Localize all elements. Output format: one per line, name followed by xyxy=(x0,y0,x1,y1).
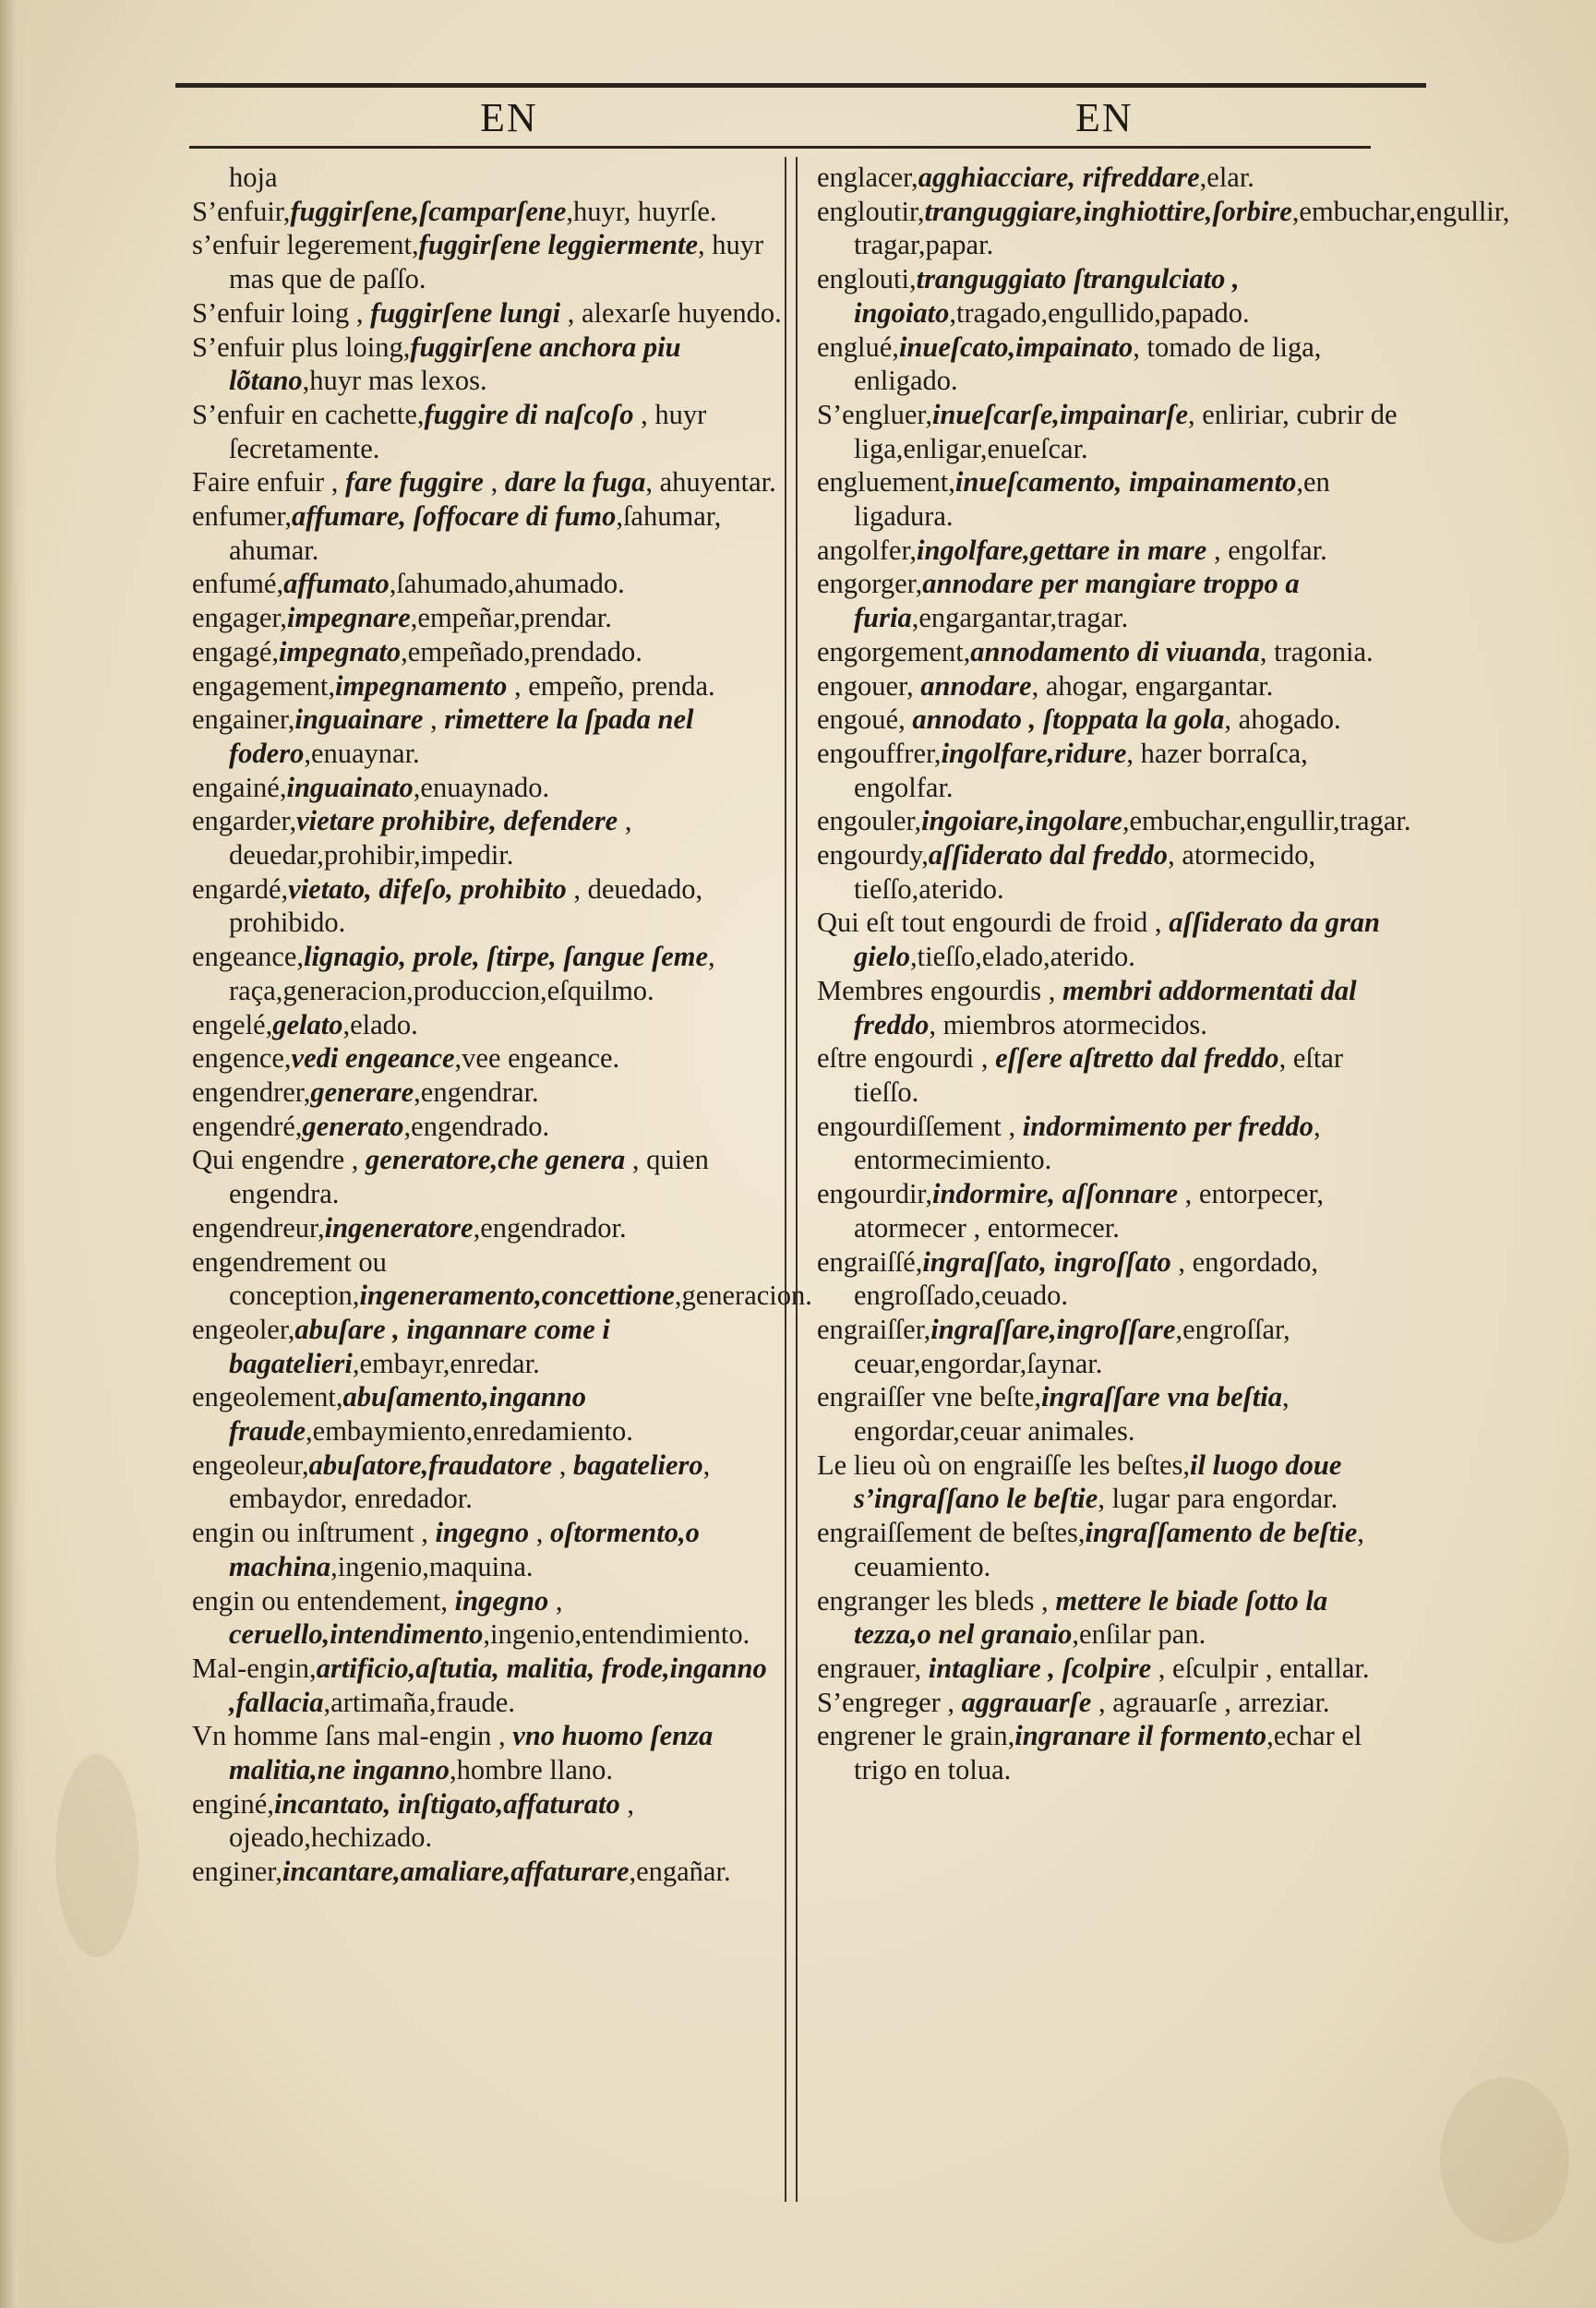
dictionary-entry xyxy=(192,940,787,1007)
italian-translation: ingraſſare,ingroſſare xyxy=(930,1313,1176,1345)
italian-translation: vietare prohibire, defendere xyxy=(296,805,618,837)
entry-text: S’enfuir en cachette, xyxy=(192,398,425,430)
entry-text: engence, xyxy=(192,1042,292,1075)
entry-text: ,ingenio,entendimiento. xyxy=(483,1618,750,1651)
entry-text: , ceuamiento. xyxy=(854,1517,1364,1582)
dictionary-entry xyxy=(192,1313,787,1380)
entry-text: ,engañar. xyxy=(629,1856,731,1888)
entry-text: ,ingenio,maquina. xyxy=(330,1550,534,1582)
entry-text: ,ſahumado,ahumado. xyxy=(389,568,625,600)
entry-text: angolfer, xyxy=(817,534,918,566)
entry-text: engourdy, xyxy=(817,839,929,872)
dictionary-entry xyxy=(192,1652,787,1719)
entry-text: ,engroſſar, ceuar,engordar,ſaynar. xyxy=(854,1313,1290,1379)
entry-text: eſtre engourdi , xyxy=(817,1042,996,1075)
left-column xyxy=(192,161,812,1889)
dictionary-entry xyxy=(192,669,787,703)
entry-text: , xyxy=(423,703,445,736)
dictionary-entry xyxy=(192,1211,787,1245)
italian-translation: annodare xyxy=(920,669,1032,702)
italian-translation: il luogo doue s’ingraſſano le beſtie xyxy=(854,1449,1342,1515)
entry-text: Qui eſt tout engourdi de froid , xyxy=(817,907,1170,939)
entry-text: engranger les bleds , xyxy=(817,1584,1056,1617)
dictionary-entry xyxy=(192,1719,787,1786)
entry-text: engrauer, xyxy=(817,1652,929,1684)
dictionary-entry xyxy=(192,1110,787,1144)
entry-text: , huyr ſecretamente. xyxy=(229,398,707,464)
entry-text: engouffrer, xyxy=(817,737,942,769)
entry-text: Le lieu où on engraiſſe les beſtes, xyxy=(817,1449,1190,1481)
entry-text: , quien engendra. xyxy=(229,1144,709,1210)
dictionary-entry xyxy=(192,331,787,398)
entry-text: engagement, xyxy=(192,669,335,702)
dictionary-entry xyxy=(192,1245,812,1313)
entry-text: engloutir, xyxy=(817,195,925,227)
dictionary-entry xyxy=(192,465,787,499)
entry-text: ,en ligadura. xyxy=(854,466,1330,533)
entry-text: ,huyr mas lexos. xyxy=(302,365,487,397)
entry-text: engouer, xyxy=(817,669,921,702)
italian-translation: artificio,aſtutia, malitia, frode,inganno ,fallacia xyxy=(229,1652,767,1718)
italian-translation: annodare per mangiare troppo a furia xyxy=(854,568,1300,634)
dictionary-entry xyxy=(817,1652,1408,1686)
dictionary-entry xyxy=(192,161,787,195)
entry-text: ,embuchar,engullir, tragar,papar. xyxy=(854,195,1510,261)
dictionary-entry xyxy=(817,195,1510,262)
dictionary-entry xyxy=(817,669,1408,703)
italian-translation: ingolfare,gettare in mare xyxy=(917,534,1207,566)
entry-text: engraiſſer vne beſte, xyxy=(817,1381,1042,1413)
entry-text: S’engluer, xyxy=(817,398,932,430)
entry-text: , hazer borraſca, engolfar. xyxy=(854,737,1308,803)
entry-text: englué, xyxy=(817,331,899,363)
entry-text: ,enſilar pan. xyxy=(1072,1618,1206,1651)
entry-text: engin ou inſtrument , xyxy=(192,1517,436,1549)
italian-translation: incantato, inſtigato,affaturato xyxy=(273,1787,620,1820)
italian-translation: ingeneramento,concettione xyxy=(359,1280,675,1312)
italian-translation: membri addormentati dal freddo xyxy=(854,974,1357,1040)
entry-text: enginer, xyxy=(192,1856,282,1888)
entry-text: , eſculpir , entallar. xyxy=(1151,1652,1370,1684)
italian-translation: generatore,che genera xyxy=(366,1144,626,1176)
entry-text: ,engendrado. xyxy=(403,1110,550,1142)
entry-text: , entormecimiento. xyxy=(854,1110,1321,1176)
dictionary-entry xyxy=(817,1177,1408,1244)
italian-translation: aſſiderato da gran gielo xyxy=(854,907,1380,973)
dictionary-entry xyxy=(192,635,787,669)
entry-text: , ahogado. xyxy=(1224,703,1341,736)
dictionary-entry xyxy=(817,838,1408,906)
italian-translation: ceruello,intendimento xyxy=(229,1618,484,1651)
entry-text: , ahogar, engargantar. xyxy=(1031,669,1274,702)
entry-text: , embaydor, enredador. xyxy=(229,1449,711,1515)
entry-text: , deuedar,prohibir,impedir. xyxy=(229,805,632,872)
entry-text: ,engargantar,tragar. xyxy=(911,602,1129,634)
entry-text: , empeño, prenda. xyxy=(507,669,715,702)
dictionary-entry xyxy=(817,161,1408,195)
entry-text: engourdir, xyxy=(817,1178,932,1210)
entry-text: , huyr mas que de paſſo. xyxy=(229,229,764,295)
right-column xyxy=(817,161,1510,1787)
dictionary-entry xyxy=(192,1008,787,1042)
dictionary-entry xyxy=(192,228,787,295)
italian-translation: agghiacciare, rifreddare xyxy=(918,162,1200,193)
entry-text: S’enfuir loing , xyxy=(192,296,371,329)
italian-translation: impegnamento xyxy=(334,669,508,702)
entry-text: S’engreger , xyxy=(817,1686,962,1718)
dictionary-entry xyxy=(817,1041,1408,1109)
italian-translation: vno huomo ſenza malitia,ne inganno xyxy=(229,1720,714,1786)
entry-text: engelé, xyxy=(192,1008,273,1040)
dictionary-entry xyxy=(817,1449,1408,1516)
dictionary-entry xyxy=(192,1449,787,1516)
italian-translation: impegnare xyxy=(286,602,411,634)
dictionary-entry xyxy=(192,567,787,601)
dictionary-entry xyxy=(192,195,787,229)
italian-translation: inueſcarſe,impainarſe xyxy=(931,398,1189,430)
italian-translation: annodato , ſtoppata la gola xyxy=(912,703,1225,736)
italian-translation: dare la fuga xyxy=(504,466,646,499)
italian-translation: ingraſſato, ingroſſato xyxy=(922,1245,1171,1278)
entry-text: engeoler, xyxy=(192,1313,295,1345)
entry-text: , tomado de liga, enligado. xyxy=(854,331,1322,397)
entry-text: engardé, xyxy=(192,872,289,905)
entry-text: engeoleur, xyxy=(192,1449,309,1481)
entry-text: engluement, xyxy=(817,466,955,499)
italian-translation: inueſcamento, impainamento xyxy=(954,466,1297,499)
dictionary-entry xyxy=(817,262,1408,330)
dictionary-entry xyxy=(817,737,1408,804)
entry-text: engainer, xyxy=(192,703,295,736)
dictionary-entry xyxy=(192,499,787,567)
entry-text: ,enuaynar. xyxy=(304,737,420,769)
entry-text: ,echar el trigo en tolua. xyxy=(854,1720,1362,1786)
entry-text: , enliriar, cubrir de liga,enligar,enueſcar. xyxy=(854,398,1398,464)
entry-text: engainé, xyxy=(192,771,287,803)
entry-text: , eſtar tieſſo. xyxy=(854,1042,1343,1108)
entry-text: ,empeñado,prendado. xyxy=(401,635,642,667)
italian-translation: affumare, ſoffocare di fumo xyxy=(292,500,617,533)
entry-text: , lugar para engordar. xyxy=(1098,1483,1338,1515)
entry-text: engraiſſé, xyxy=(817,1245,923,1278)
dictionary-entry xyxy=(817,804,1411,838)
dictionary-entry xyxy=(192,771,787,805)
dictionary-entry xyxy=(817,1245,1408,1313)
italian-translation: bagateliero xyxy=(573,1449,703,1481)
italian-translation: abuſamento,inganno fraude xyxy=(229,1381,587,1448)
italian-translation: generato xyxy=(302,1110,404,1142)
entry-text: engorger, xyxy=(817,568,923,600)
dictionary-entry xyxy=(192,1516,787,1583)
entry-text: engeolement, xyxy=(192,1381,343,1413)
italian-translation: rimettere la ſpada nel fodero xyxy=(229,703,694,769)
dictionary-entry xyxy=(817,398,1408,465)
italian-translation: ingranare il formento xyxy=(1014,1720,1267,1752)
entry-text: ,embaymiento,enredamiento. xyxy=(306,1415,633,1448)
entry-text: Vn homme ſans mal-engin , xyxy=(192,1720,513,1752)
italian-translation: incantare,amaliare,affaturare xyxy=(282,1856,630,1888)
header-rule xyxy=(189,146,1371,149)
italian-translation: annodamento di viuanda xyxy=(970,635,1260,667)
dictionary-entry xyxy=(192,872,787,940)
page-binding-edge xyxy=(0,0,28,2308)
entry-text: engagé, xyxy=(192,635,279,667)
dictionary-entry xyxy=(817,1380,1408,1448)
entry-text: ,artimaña,fraude. xyxy=(323,1686,515,1718)
entry-text: engin ou entendement, xyxy=(192,1584,455,1617)
entry-text: Faire enfuir , xyxy=(192,466,345,499)
italian-translation: abuſatore,fraudatore xyxy=(308,1449,553,1481)
dictionary-entry xyxy=(192,1143,787,1210)
italian-translation: aggrauarſe xyxy=(961,1686,1092,1718)
dictionary-entry xyxy=(192,601,787,635)
italian-translation: eſſere aſtretto dal freddo xyxy=(995,1042,1279,1075)
italian-translation: intagliare , ſcolpire xyxy=(928,1652,1152,1684)
entry-text: , xyxy=(529,1517,551,1549)
entry-text: engraiſſer, xyxy=(817,1313,931,1345)
italian-translation: gelato xyxy=(272,1008,343,1040)
italian-translation: fuggirſene,ſcamparſene xyxy=(290,195,567,227)
entry-text: ,engendrador. xyxy=(473,1211,627,1244)
dictionary-entry xyxy=(817,465,1408,533)
entry-text: , agrauarſe , arreziar. xyxy=(1091,1686,1330,1718)
entry-text: ,empeñar,prendar. xyxy=(410,602,612,634)
italian-translation: fuggire di naſcoſo xyxy=(424,398,634,430)
entry-text: engendreur, xyxy=(192,1211,325,1244)
entry-text: enginé, xyxy=(192,1787,274,1820)
dictionary-entry xyxy=(817,1584,1408,1652)
entry-text: , atormecido, tieſſo,aterido. xyxy=(854,839,1316,905)
italian-translation: indormimento per freddo xyxy=(1022,1110,1314,1142)
entry-text: , xyxy=(548,1584,563,1617)
dictionary-entry xyxy=(817,1719,1408,1786)
entry-text: engarder, xyxy=(192,805,297,837)
italian-translation: fuggirſene leggiermente xyxy=(418,229,699,261)
italian-translation: ingraſſare vna beſtia xyxy=(1041,1381,1282,1413)
entry-text: , engordar,ceuar animales. xyxy=(854,1381,1290,1448)
dictionary-entry xyxy=(192,1787,787,1855)
entry-text: engendrer, xyxy=(192,1076,311,1108)
italian-translation: fare fuggire xyxy=(345,466,484,499)
entry-text: enfumé, xyxy=(192,568,284,600)
italian-translation: lignagio, prole, ſtirpe, ſangue ſeme xyxy=(304,941,709,973)
italian-translation: aſſiderato dal freddo xyxy=(928,839,1169,872)
entry-text: ,embayr,enredar. xyxy=(352,1347,540,1379)
italian-translation: ingeneratore xyxy=(324,1211,474,1244)
italian-translation: ingegno xyxy=(454,1584,549,1617)
entry-text: ,generacion. xyxy=(674,1280,812,1312)
entry-text: engager, xyxy=(192,602,287,634)
entry-text: , tragonia. xyxy=(1259,635,1374,667)
entry-text: Membres engourdis , xyxy=(817,974,1062,1006)
entry-text: englouti, xyxy=(817,263,917,295)
italian-translation: ingegno xyxy=(435,1517,530,1549)
entry-text: , ahuyentar. xyxy=(645,466,776,499)
entry-text: , raça,generacion,produccion,eſquilmo. xyxy=(229,941,715,1006)
italian-translation: impegnato xyxy=(279,635,402,667)
entry-text: , xyxy=(552,1449,574,1481)
entry-text: englacer, xyxy=(817,162,918,193)
dictionary-entry xyxy=(192,296,787,331)
dictionary-entry xyxy=(817,974,1408,1041)
entry-text: engorgement, xyxy=(817,635,971,667)
dictionary-entry xyxy=(817,1686,1408,1720)
entry-text: , engordado, engroſſado,ceuado. xyxy=(854,1245,1318,1312)
italian-translation: fuggirſene lungi xyxy=(370,296,561,329)
italian-translation: vietato, difeſo, prohibito xyxy=(288,872,567,905)
entry-text: engoué, xyxy=(817,703,913,736)
entry-text: , ojeado,hechizado. xyxy=(229,1787,635,1854)
entry-text: ,embuchar,engullir,tragar. xyxy=(1122,805,1411,837)
entry-text: enfumer, xyxy=(192,500,293,533)
dictionary-entry xyxy=(817,567,1408,634)
italian-translation: tranguggiare,inghiottire,ſorbire xyxy=(924,195,1292,227)
entry-text: Qui engendre , xyxy=(192,1144,366,1176)
entry-text: ,vee engeance. xyxy=(454,1042,620,1075)
italian-translation: ingraſſamento de beſtie xyxy=(1085,1517,1358,1549)
entry-text: ,hombre llano. xyxy=(449,1754,614,1786)
dictionary-entry xyxy=(192,1584,787,1652)
entry-text: engraiſſement de beſtes, xyxy=(817,1517,1086,1549)
italian-translation: inueſcato,impainato xyxy=(898,331,1134,363)
entry-text: ,tragado,engullido,papado. xyxy=(949,296,1250,329)
entry-text: S’enfuir plus loing, xyxy=(192,331,411,363)
entry-text: engendré, xyxy=(192,1110,303,1142)
italian-translation: indormire, aſſonnare xyxy=(931,1178,1179,1210)
dictionary-entry xyxy=(817,331,1408,398)
dictionary-entry xyxy=(192,703,787,770)
entry-text: , miembros atormecidos. xyxy=(929,1008,1207,1040)
dictionary-entry xyxy=(192,1855,787,1889)
column-divider xyxy=(796,157,798,2202)
dictionary-entry xyxy=(192,1076,787,1110)
italian-translation: oſtormento,o machina xyxy=(229,1517,700,1582)
entry-text: engourdiſſement , xyxy=(817,1110,1023,1142)
entry-text: engouler, xyxy=(817,805,922,837)
italian-translation: vedi engeance xyxy=(291,1042,455,1075)
dictionary-entry xyxy=(817,1516,1408,1583)
entry-text: ,elado. xyxy=(342,1008,418,1040)
entry-text: hoja xyxy=(229,162,278,193)
entry-text: ,huyr, huyrſe. xyxy=(566,195,717,227)
entry-text: ,engendrar. xyxy=(414,1076,539,1108)
entry-text: , engolfar. xyxy=(1206,534,1327,566)
entry-text: ,tieſſo,elado,aterido. xyxy=(910,941,1135,973)
dictionary-entry xyxy=(817,1110,1408,1177)
dictionary-entry xyxy=(192,804,787,872)
italian-translation: mettere le biade ſotto la tezza,o nel granaio xyxy=(854,1584,1328,1651)
right-running-head: EN xyxy=(1075,95,1134,140)
entry-text: , xyxy=(483,466,505,499)
entry-text: , deuedado, prohibido. xyxy=(229,872,703,939)
entry-text: , entorpecer, atormecer , entormecer. xyxy=(854,1178,1325,1244)
italian-translation: ingolfare,ridure xyxy=(941,737,1127,769)
dictionary-entry xyxy=(817,906,1408,973)
dictionary-entry xyxy=(192,1041,787,1076)
entry-text: Mal-engin, xyxy=(192,1652,317,1684)
italian-translation: ingoiare,ingolare xyxy=(921,805,1122,837)
top-rule xyxy=(175,83,1426,88)
dictionary-entry xyxy=(817,1313,1408,1380)
paper-stain xyxy=(55,1754,138,1957)
italian-translation: tranguggiato ſtrangulciato , ingoiato xyxy=(854,263,1240,329)
italian-translation: inguainare xyxy=(294,703,424,736)
dictionary-entry xyxy=(817,703,1408,737)
paper-stain xyxy=(1440,2077,1569,2243)
italian-translation: generare xyxy=(310,1076,414,1108)
italian-translation: fuggirſene anchora piu lõtano xyxy=(229,331,681,397)
dictionary-entry xyxy=(192,398,787,465)
entry-text: ,enuaynado. xyxy=(413,771,550,803)
entry-text: engendrement ou conception, xyxy=(192,1245,387,1312)
entry-text: ,ſahumar, ahumar. xyxy=(229,500,722,566)
italian-translation: affumato xyxy=(283,568,390,600)
entry-text: S’enfuir, xyxy=(192,195,291,227)
dictionary-entry xyxy=(817,534,1408,568)
entry-text: engeance, xyxy=(192,941,305,973)
left-running-head: EN xyxy=(480,95,538,140)
entry-text: ,elar. xyxy=(1199,162,1254,193)
entry-text: , alexarſe huyendo. xyxy=(560,296,782,329)
dictionary-entry xyxy=(817,635,1408,669)
italian-translation: abuſare , ingannare come i bagatelieri xyxy=(229,1313,610,1379)
entry-text: engrener le grain, xyxy=(817,1720,1015,1752)
dictionary-entry xyxy=(192,1380,787,1448)
entry-text: s’enfuir legerement, xyxy=(192,229,419,261)
italian-translation: inguainato xyxy=(286,771,414,803)
